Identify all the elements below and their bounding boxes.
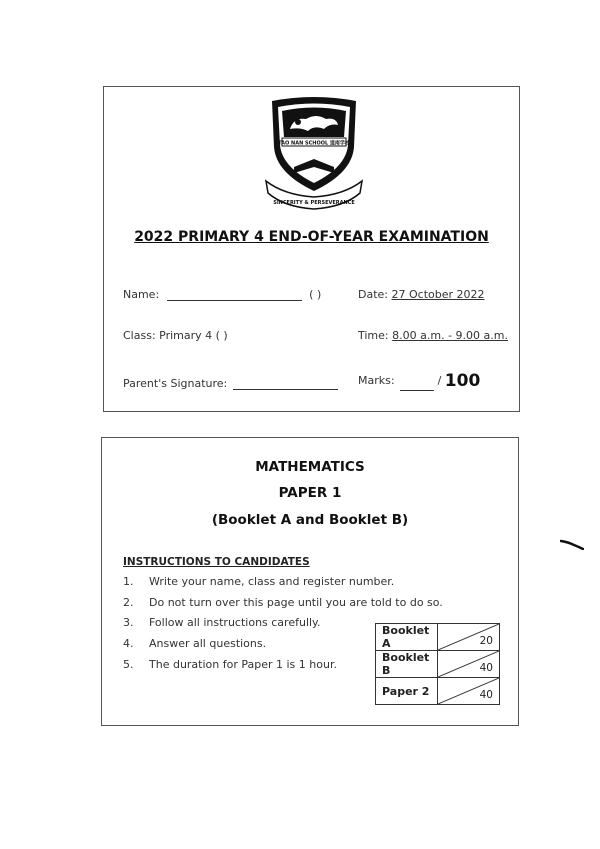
marks-label: Marks: [358,374,395,387]
score-row-paper-2 [376,678,500,705]
instruction-item: 3. Follow all instructions carefully. [123,616,321,630]
signature-line [233,379,338,390]
exam-header-box [103,86,520,412]
score-cell [438,678,500,705]
instructions-title: INSTRUCTIONS TO CANDIDATES [123,556,310,568]
time-field [358,329,508,342]
paper-number: PAPER 1 [278,485,342,501]
school-crest-logo [264,95,364,213]
score-row-booklet-a [376,624,500,651]
score-label: Paper 2 [376,678,438,705]
marks-total: 100 [444,371,481,391]
booklets-note: (Booklet A and Booklet B) [211,512,409,528]
time-label: Time: [358,329,389,342]
exam-title: 2022 PRIMARY 4 END-OF-YEAR EXAMINATION [134,229,489,245]
score-label: Booklet A [376,624,438,651]
subject-title: MATHEMATICS [255,459,365,475]
svg-text:TAO NAN SCHOOL 道南学校: TAO NAN SCHOOL 道南学校 [278,140,350,147]
svg-text:SINCERITY & PERSEVERANCE: SINCERITY & PERSEVERANCE [273,200,355,206]
marks-field [358,371,480,391]
name-line [167,290,302,301]
date-label: Date: [358,288,388,301]
instruction-item: 2. Do not turn over this page until you are told to do so. [123,595,443,609]
score-cell [438,624,500,651]
signature-field [123,377,338,390]
score-max: 40 [479,662,493,674]
instruction-item: 5. The duration for Paper 1 is 1 hour. [123,657,337,671]
time-value: 8.00 a.m. - 9.00 a.m. [392,329,508,342]
date-value: 27 October 2022 [391,288,485,301]
name-label: Name: [123,288,160,301]
score-label: Booklet B [376,651,438,678]
paper-info-box [101,437,519,726]
register-number-bracket: ( ) [309,288,322,301]
date-field [358,288,485,301]
score-row-booklet-b [376,651,500,678]
score-max: 20 [479,635,493,647]
score-table [375,623,500,705]
score-max: 40 [479,689,493,701]
marks-line [400,380,434,391]
instruction-item: 1. Write your name, class and register number. [123,575,395,588]
signature-label: Parent's Signature: [123,377,228,390]
marks-separator: / [437,374,442,387]
pen-mark [560,538,584,550]
instruction-item: 4. Answer all questions. [123,637,267,651]
score-cell [438,651,500,678]
name-field [123,288,321,301]
class-field: Class: Primary 4 ( ) [123,329,228,342]
